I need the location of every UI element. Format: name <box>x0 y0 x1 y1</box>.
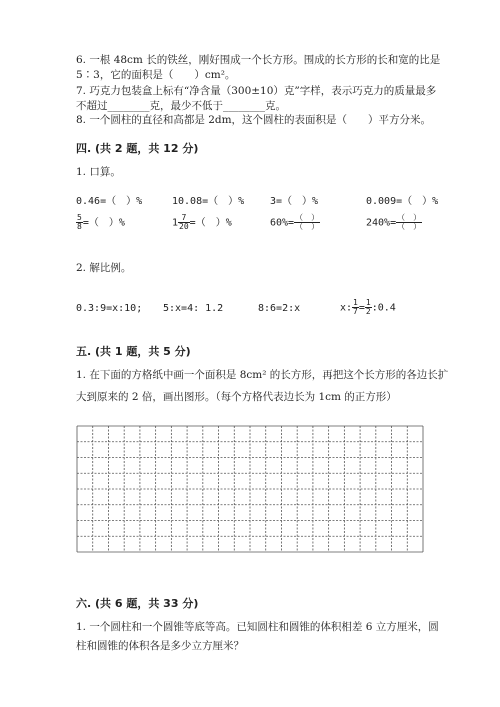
proportion-item: x: $\frac{1}{7}$ = $\frac{1}{2}$ :0.4 <box>340 298 396 316</box>
calc-item: 1 $\frac{7}{20}$ =（ ）% <box>172 213 232 231</box>
calc-item: 10.08=（ ）% <box>172 196 245 207</box>
fraction: $\frac{1}{7}$ <box>353 298 358 316</box>
fraction: $\frac{7}{20}$ <box>179 213 189 231</box>
section-6-title: 六. (共 6 题，共 33 分) <box>76 597 199 610</box>
fraction: $\frac{5}{8}$ <box>77 213 82 231</box>
calc-item: 0.009=（ ）% <box>366 196 439 207</box>
proportion-item: 5:x=4: 1.2 <box>163 303 224 314</box>
q8-line: 8. 一个圆柱的直径和高都是 2dm，这个圆柱的表面积是（ ）平方分米。 <box>76 114 432 126</box>
fraction: $\frac{( )}{( )}$ <box>295 213 320 231</box>
q6-line-1: 6. 一根 48cm 长的铁丝，刚好围成一个长方形。围成的长方形的长和宽的比是 <box>76 54 441 66</box>
q5-line-2: 大到原来的 2 倍，画出图形。（每个方格代表边长为 1cm 的正方形） <box>76 391 397 403</box>
q7-line-2: 不超过________克，最少不低于________克。 <box>76 100 286 112</box>
calc-item: 3=（ ）% <box>270 196 319 207</box>
fraction: $\frac{1}{2}$ <box>365 298 371 316</box>
section-5-title: 五. (共 1 题，共 5 分) <box>76 345 191 358</box>
q7-line-1: 7. 巧克力包装盒上标有“净含量（300±10）克”字样，表示巧克力的质量最多 <box>76 85 437 97</box>
calc-item: 60%= $\frac{( )}{( )}$ <box>270 213 320 231</box>
q6-line-2: 5∶3，它的面积是（ ）cm²。 <box>76 69 236 81</box>
proportion-item: 8:6=2:x <box>258 303 301 314</box>
calc-item: 240%= $\frac{( )}{( )}$ <box>366 213 422 231</box>
proportion-item: 0.3:9=x:10; <box>76 303 143 314</box>
square-grid-paper <box>76 425 424 553</box>
section-4-title: 四. (共 2 题，共 12 分) <box>76 142 199 155</box>
oral-calc-title: 1. 口算。 <box>76 166 121 178</box>
proportion-title: 2. 解比例。 <box>76 262 132 274</box>
q6-1-line-1: 1. 一个圆柱和一个圆锥等底等高。已知圆柱和圆锥的体积相差 6 立方厘米，圆 <box>76 621 439 633</box>
q5-line-1: 1. 在下面的方格纸中画一个面积是 8cm² 的长方形，再把这个长方形的各边长扩 <box>76 369 449 381</box>
fraction: $\frac{( )}{( )}$ <box>397 213 422 231</box>
calc-item: 0.46=（ ）% <box>76 196 143 207</box>
calc-item: $\frac{5}{8}$ =（ ）% <box>77 213 125 231</box>
q6-1-line-2: 柱和圆锥的体积各是多少立方厘米？ <box>76 640 244 652</box>
